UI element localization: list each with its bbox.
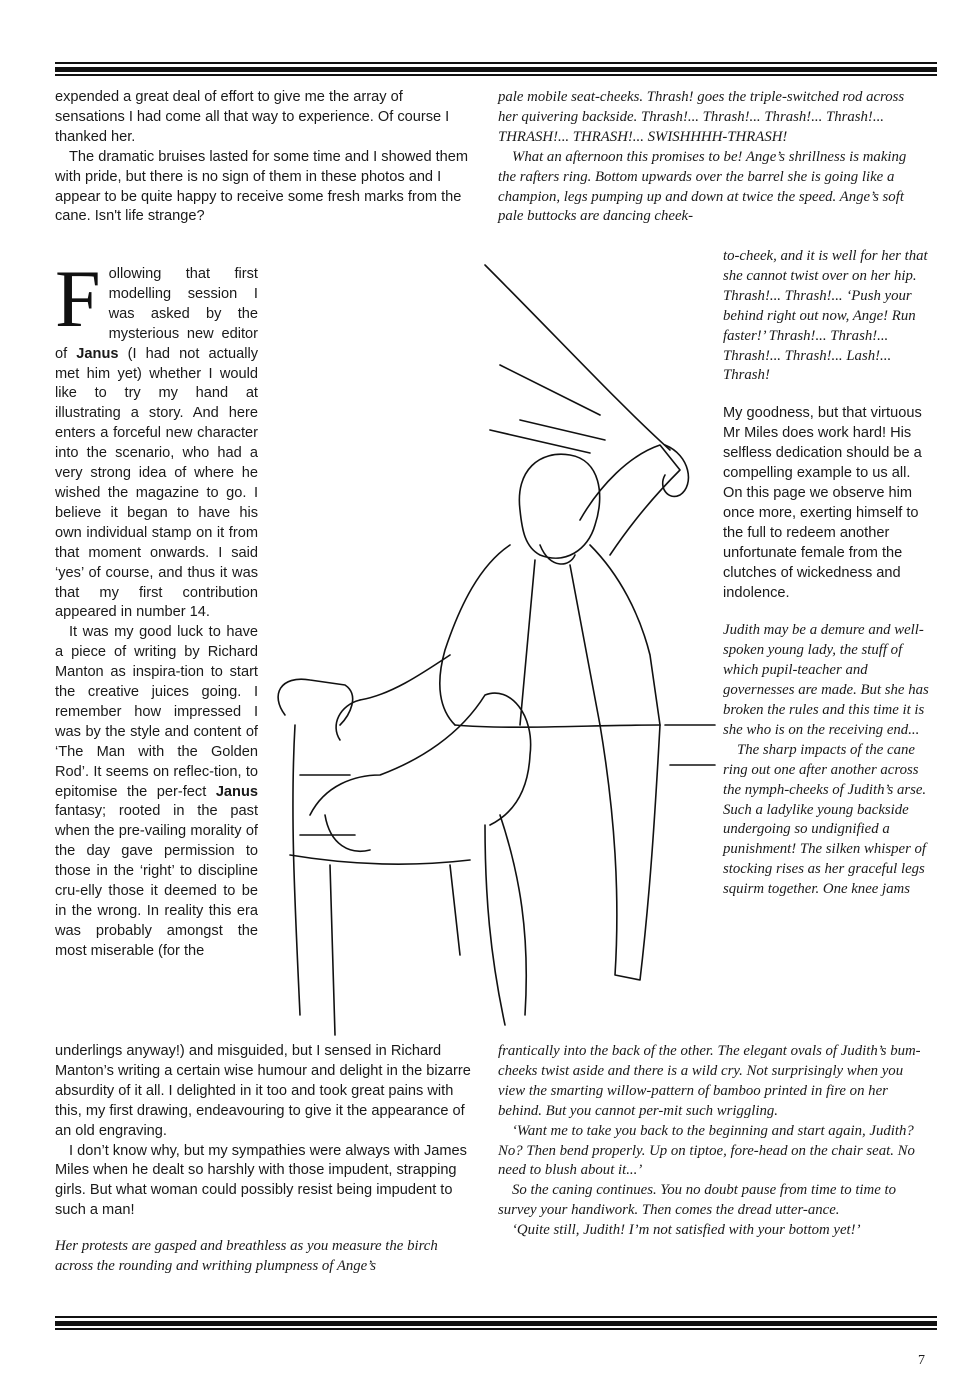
chair-seat — [290, 855, 470, 864]
paragraph: The dramatic bruises lasted for some time and I showed them with pride, but there is no sign of them in these photos and I appear to be quite happy to receive some fresh marks from the cane. Isn't life strange? — [55, 148, 469, 225]
left-column-bottom — [55, 1042, 475, 1277]
italic-paragraph: What an afternoon this promises to be! Ange’s shrillness is making the rafters ring. Bottom upwards over the barrel she is going like a champion, legs pumping up and down at twice the speed. Ange’s soft pale buttocks are dancing cheek- — [498, 148, 907, 225]
dropcap: F — [55, 253, 101, 344]
paragraph: underlings anyway!) and misguided, but I sensed in Richard Manton’s writing a certain wise humour and delight in the bizarre absurdity of it all. I delighted in it too and took great pains with this, my first drawing, endeavouring to give it the appearance of an old engraving. — [55, 1043, 471, 1139]
engraving-illustration — [270, 255, 720, 1045]
right-column-bottom — [498, 1042, 926, 1241]
paragraph: I don’t know why, but my sympathies were always with James Miles when he dealt so harshly with those impudent, strapping girls. But what woman could possibly resist being impudent to such a man! — [55, 1142, 467, 1219]
woman-figure — [310, 693, 531, 825]
paragraph: expended a great deal of effort to give me the array of sensations I had come all that way to experience. Of course I thanked her. — [55, 89, 450, 145]
italic-paragraph: ‘Want me to take you back to the beginning and start again, Judith? No? Then bend properly. Up on tiptoe, fore-head on the chair seat. No need to blush about it...’ — [498, 1122, 915, 1179]
dropcap-paragraph: Following that first modelling session I was asked by the mysterious new editor of Janus (I had not actually met him yet) whether I would like to try my hand at illustrating a story. And here enters a forceful new character into the scenario, who had a very strong idea of where he wished the magazine to go. I believe it began to have his own individual stamp on it from that moment onwards. I said ‘yes’ of course, and thus it was that my first contribution appeared in number 14. — [55, 253, 258, 621]
italic-paragraph: frantically into the back of the other. The elegant ovals of Judith’s bum-cheeks twist aside and there is a wild cry. Not surprisingly when you view the smarting willow-pattern of bamboo printed in fire on her behind. But you cannot per-mit such wriggling. — [498, 1043, 921, 1119]
left-column-top — [55, 88, 472, 227]
right-column-top — [498, 88, 926, 227]
italic-paragraph: ‘Quite still, Judith! I’m not satisfied with your bottom yet!’ — [512, 1222, 861, 1239]
italic-paragraph: So the caning continues. You no doubt pause from time to time to survey your handiwork. Then comes the dread utter-ance. — [498, 1182, 897, 1219]
italic-paragraph: Judith may be a demure and well-spoken young lady, the stuff of which pupil-teacher and governesses are made. But she has broken the rules and this time it is she who is on the receiving end... — [723, 622, 929, 738]
italic-paragraph: The sharp impacts of the cane ring out one after another across the nymph-cheeks of Judith’s arse. Such a ladylike young backside undergoing so undignified a punishment! The silken whisper of stocking rises as her graceful legs squirm together. One knee jams — [723, 741, 927, 898]
man-legs — [600, 725, 660, 980]
cane-line — [485, 265, 670, 450]
paragraph: My goodness, but that virtuous Mr Miles does work hard! His selfless dedication should be a compelling example to us all. On this page we observe him once more, exerting himself to the full to redeem another unfortunate female from the clutches of wickedness and indolence. — [723, 405, 922, 601]
bottom-rule — [55, 1316, 937, 1330]
man-torso — [440, 545, 510, 725]
janus-name: Janus — [215, 783, 258, 800]
right-column-narrow — [723, 247, 929, 900]
chair-back — [278, 679, 353, 725]
paragraph: It was my good luck to have a piece of writing by Richard Manton as inspira-tion to start the creative juices going. I remember how impressed I was by the style and content of ‘The Man with the Golden Rod’. It seems on reflec-tion, to epitomise the per-fect Janus fantasy; rooted in the past when the pre-vailing morality of the day gave permission to those in the ‘right’ to discipline cru-elly those it deemed to be in the wrong. In reality this era was probably amongst the most miserable (for the — [55, 624, 258, 959]
left-column-narrow — [55, 253, 258, 962]
page-number: 7 — [918, 1353, 925, 1368]
italic-paragraph: pale mobile seat-cheeks. Thrash! goes the triple-switched rod across her quivering backside. Thrash!... Thrash!... Thrash!... Thrash!... THRASH!... THRASH!... SWISHHHH-THRASH! — [498, 89, 905, 145]
italic-paragraph: to-cheek, and it is well for her that she cannot twist over on her hip. Thrash!... Thrash!... ‘Push your behind right out now, Ange! Run faster!’ Thrash!... Thrash!... Thrash!... Thrash!... Lash!... Thrash! — [723, 248, 928, 384]
lower-arm — [360, 655, 450, 700]
janus-name: Janus — [76, 345, 119, 362]
italic-paragraph: Her protests are gasped and breathless as you measure the birch across the rounding and writhing plumpness of Ange’s — [55, 1238, 438, 1275]
raised-arm — [580, 445, 680, 555]
top-rule — [55, 62, 937, 76]
